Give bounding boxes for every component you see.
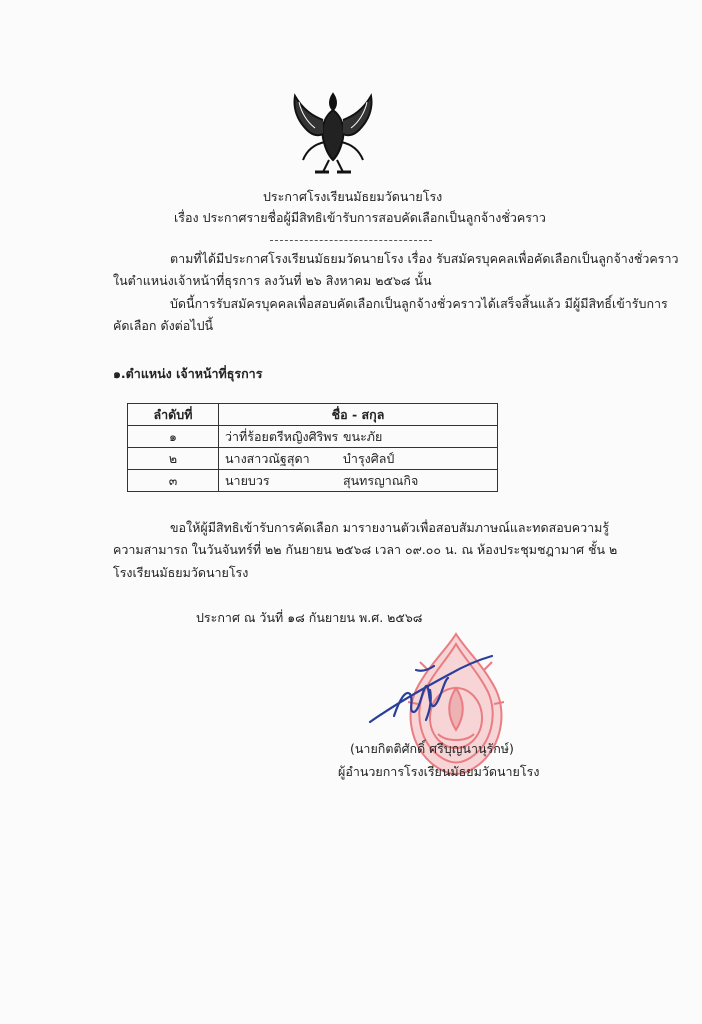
last-name: สุนทรญาณกิจ xyxy=(343,472,419,488)
paragraph-2-line-2: คัดเลือก ดังต่อไปนี้ xyxy=(113,318,214,333)
table-row xyxy=(128,470,498,492)
signer-title: ผู้อำนวยการโรงเรียนมัธยมวัดนายโรง xyxy=(338,764,540,779)
paragraph-1-line-2: ในตำแหน่งเจ้าหน้าที่ธุรการ ลงวันที่ ๒๖ สิงหาคม ๒๕๖๘ นั้น xyxy=(113,273,432,288)
garuda-emblem-icon xyxy=(285,86,381,178)
column-header-number: ลำดับที่ xyxy=(128,404,219,426)
closing-line-2: ความสามารถ ในวันจันทร์ที่ ๒๒ กันยายน ๒๕๖๘ เวลา ๐๙.๐๐ น. ณ ห้องประชุมชฎามาศ ชั้น ๒ xyxy=(113,542,618,557)
last-name: ขนะภัย xyxy=(343,428,383,444)
section-heading: ๑.ตำแหน่ง เจ้าหน้าที่ธุรการ xyxy=(113,366,263,381)
paragraph-1-line-1: ตามที่ได้มีประกาศโรงเรียนมัธยมวัดนายโรง เรื่อง รับสมัครบุคคลเพื่อคัดเลือกเป็นลูกจ้างชั่วคราว xyxy=(170,251,679,266)
table-row xyxy=(128,426,498,448)
document-title: ประกาศโรงเรียนมัธยมวัดนายโรง xyxy=(263,189,443,204)
announcement-date: ประกาศ ณ วันที่ ๑๘ กันยายน พ.ศ. ๒๕๖๘ xyxy=(196,610,423,625)
last-name: บำรุงศิลป์ xyxy=(343,450,395,466)
table-header-row xyxy=(128,404,498,426)
closing-line-3: โรงเรียนมัธยมวัดนายโรง xyxy=(113,565,249,580)
document-subject: เรื่อง ประกาศรายชื่อผู้มีสิทธิเข้ารับการสอบคัดเลือกเป็นลูกจ้างชั่วคราว xyxy=(174,210,546,225)
paragraph-2-line-1: บัดนี้การรับสมัครบุคคลเพื่อสอบคัดเลือกเป็นลูกจ้างชั่วคราวได้เสร็จสิ้นแล้ว มีผู้มีสิทธิ์เข้ารับการ xyxy=(170,296,668,311)
first-name: นางสาวณัฐสุดา xyxy=(225,450,310,466)
row-number: ๒ xyxy=(128,448,219,470)
row-number: ๓ xyxy=(128,470,219,492)
table-row xyxy=(128,448,498,470)
closing-line-1: ขอให้ผู้มีสิทธิเข้ารับการคัดเลือก มารายงานตัวเพื่อสอบสัมภาษณ์และทดสอบความรู้ xyxy=(170,520,610,535)
handwritten-signature-icon xyxy=(360,650,500,730)
divider xyxy=(270,240,432,241)
column-header-name: ชื่อ - สกุล xyxy=(219,404,498,426)
row-name xyxy=(219,448,498,470)
row-number: ๑ xyxy=(128,426,219,448)
row-name xyxy=(219,470,498,492)
signer-name: (นายกิตติศักดิ์ ศรีบุญนานุรักษ์) xyxy=(350,741,514,756)
first-name: ว่าที่ร้อยตรีหญิงศิริพร xyxy=(225,428,339,444)
row-name xyxy=(219,426,498,448)
candidate-table xyxy=(127,403,498,492)
first-name: นายบวร xyxy=(225,472,270,488)
